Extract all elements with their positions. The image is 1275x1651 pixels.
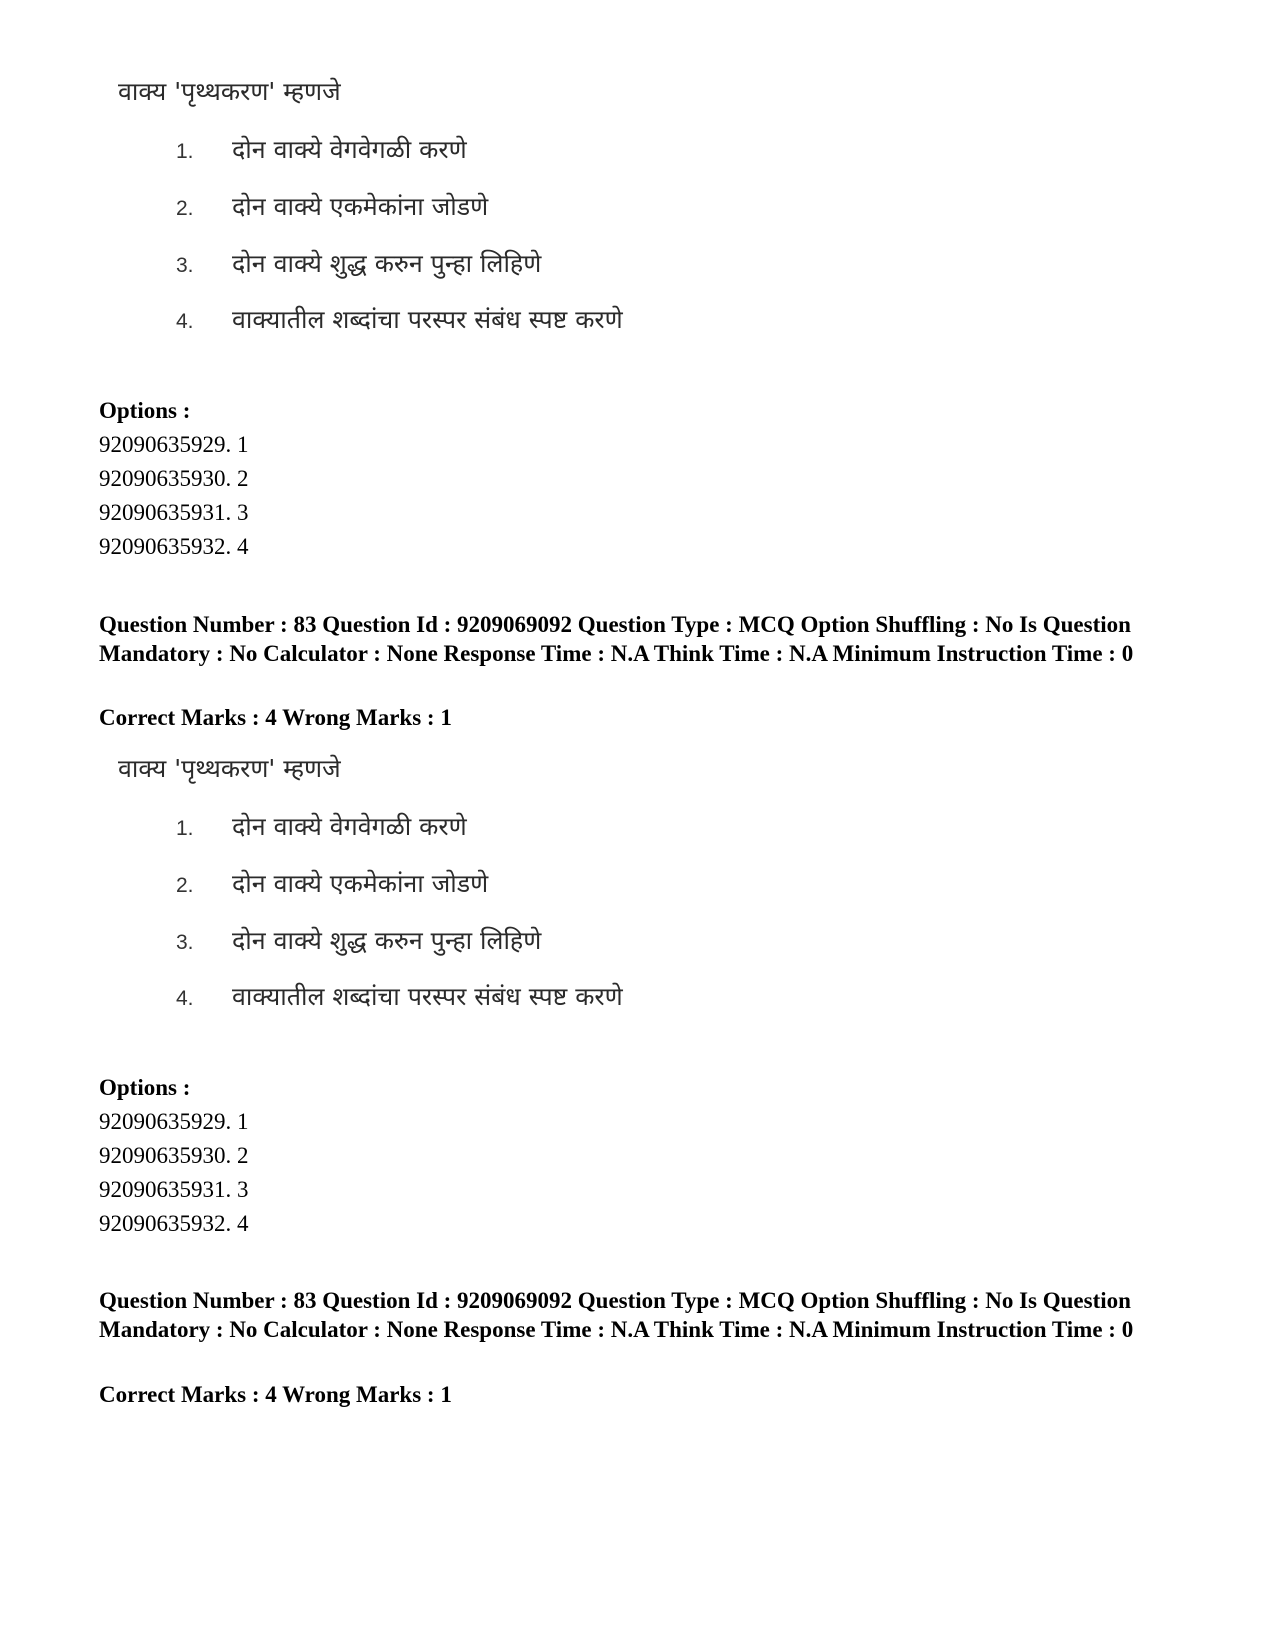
question-item-number: 3. xyxy=(176,254,194,277)
question-item-text: दोन वाक्ये शुद्ध करुन पुन्हा लिहिणे xyxy=(232,926,542,955)
question-item-2 xyxy=(176,868,488,902)
question-marks: Correct Marks : 4 Wrong Marks : 1 xyxy=(99,705,452,730)
question-item-text: दोन वाक्ये वेगवेगळी करणे xyxy=(232,135,467,164)
question-item-2 xyxy=(176,191,488,225)
question-meta: Question Number : 83 Question Id : 9209069092 Question Type : MCQ Option Shuffling : No Is Question Mandatory : No Calculator : None Response Time : N.A Think Time : N.A Minimum Instruction Time : 0 xyxy=(99,1288,1134,1342)
question-item-3 xyxy=(176,248,541,282)
question-stem: वाक्य 'पृथ्थकरण' म्हणजे xyxy=(118,77,341,106)
question-item-3 xyxy=(176,925,541,959)
question-image-2 xyxy=(110,753,670,1023)
option-1: 92090635929. 1 xyxy=(99,432,249,457)
question-marks: Correct Marks : 4 Wrong Marks : 1 xyxy=(99,1382,452,1407)
question-item-4 xyxy=(176,981,623,1015)
question-item-number: 1. xyxy=(176,140,194,163)
question-item-1 xyxy=(176,811,467,845)
question-item-1 xyxy=(176,134,467,168)
question-item-text: दोन वाक्ये एकमेकांना जोडणे xyxy=(232,192,489,221)
question-item-number: 4. xyxy=(176,987,194,1010)
question-item-number: 1. xyxy=(176,817,194,840)
question-item-text: दोन वाक्ये एकमेकांना जोडणे xyxy=(232,869,489,898)
option-3: 92090635931. 3 xyxy=(99,1177,249,1202)
question-stem: वाक्य 'पृथ्थकरण' म्हणजे xyxy=(118,754,341,783)
options-label: Options : xyxy=(99,1075,191,1100)
question-item-text: दोन वाक्ये वेगवेगळी करणे xyxy=(232,812,467,841)
question-item-number: 2. xyxy=(176,874,194,897)
option-2: 92090635930. 2 xyxy=(99,1143,249,1168)
question-image-1 xyxy=(110,76,670,346)
question-item-text: दोन वाक्ये शुद्ध करुन पुन्हा लिहिणे xyxy=(232,249,542,278)
option-2: 92090635930. 2 xyxy=(99,466,249,491)
question-item-number: 4. xyxy=(176,310,194,333)
option-4: 92090635932. 4 xyxy=(99,1211,249,1236)
option-4: 92090635932. 4 xyxy=(99,534,249,559)
question-item-text: वाक्यातील शब्दांचा परस्पर संबंध स्पष्ट करणे xyxy=(232,982,623,1011)
question-item-number: 2. xyxy=(176,197,194,220)
question-item-4 xyxy=(176,304,623,338)
question-item-number: 3. xyxy=(176,931,194,954)
question-item-text: वाक्यातील शब्दांचा परस्पर संबंध स्पष्ट करणे xyxy=(232,305,623,334)
question-meta: Question Number : 83 Question Id : 9209069092 Question Type : MCQ Option Shuffling : No Is Question Mandatory : No Calculator : None Response Time : N.A Think Time : N.A Minimum Instruction Time : 0 xyxy=(99,612,1134,666)
option-3: 92090635931. 3 xyxy=(99,500,249,525)
option-1: 92090635929. 1 xyxy=(99,1109,249,1134)
options-label: Options : xyxy=(99,398,191,423)
